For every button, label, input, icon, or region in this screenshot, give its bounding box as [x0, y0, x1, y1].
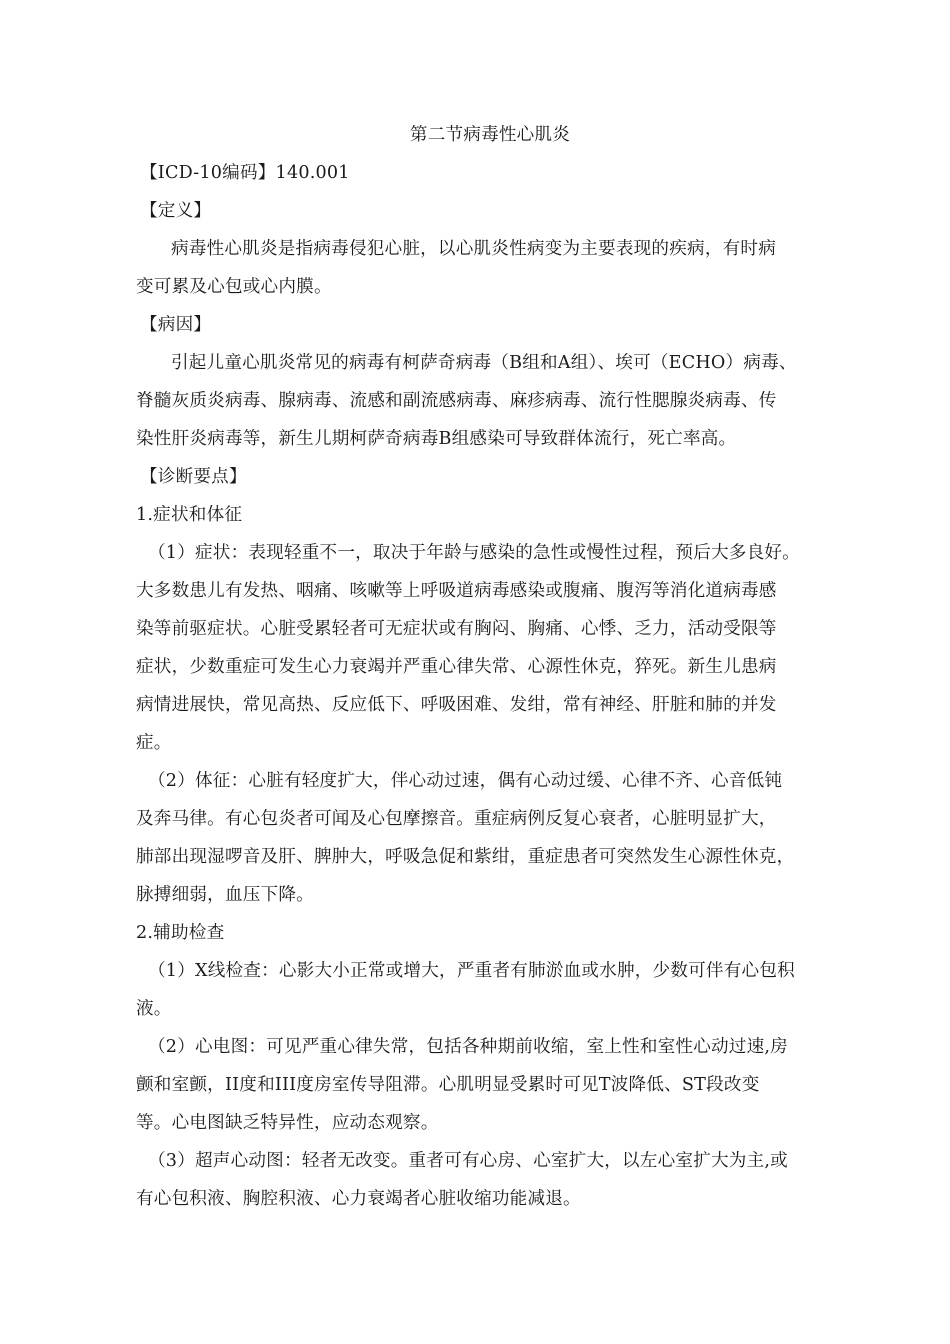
ecg-line: 等。心电图缺乏特异性，应动态观察。 [136, 1113, 439, 1133]
signs-line: （2）体征：心脏有轻度扩大，伴心动过速，偶有心动过缓、心律不齐、心音低钝 [148, 771, 783, 791]
symptoms-line: 染等前驱症状。心脏受累轻者可无症状或有胸闷、胸痛、心悸、乏力，活动受限等 [136, 619, 777, 639]
section-heading-symptoms-signs: 1.症状和体征 [136, 505, 243, 525]
etiology-line: 脊髓灰质炎病毒、腺病毒、流感和副流感病毒、麻疹病毒、流行性腮腺炎病毒、传 [136, 391, 777, 411]
definition-line: 病毒性心肌炎是指病毒侵犯心脏，以心肌炎性病变为主要表现的疾病，有时病 [171, 239, 776, 259]
ecg-line: （2）心电图：可见严重心律失常，包括各种期前收缩，室上性和室性心动过速,房 [148, 1037, 788, 1057]
document-content [136, 116, 836, 1218]
symptoms-line: 病情进展快，常见高热、反应低下、呼吸困难、发绀，常有神经、肝脏和肺的并发 [136, 695, 777, 715]
signs-line: 肺部出现湿啰音及肝、脾肿大，呼吸急促和紫绀，重症患者可突然发生心源性休克， [136, 847, 795, 867]
symptoms-line: （1）症状：表现轻重不一，取决于年龄与感染的急性或慢性过程，预后大多良好。 [148, 543, 800, 563]
definition-line: 变可累及心包或心内膜。 [136, 277, 332, 297]
xray-line: （1）X线检查：心影大小正常或增大，严重者有肺淤血或水肿，少数可伴有心包积 [148, 961, 795, 981]
symptoms-line: 症状，少数重症可发生心力衰竭并严重心律失常、心源性休克，猝死。新生儿患病 [136, 657, 777, 677]
diagnosis-heading: 【诊断要点】 [140, 467, 247, 487]
page-title: 第二节病毒性心肌炎 [409, 125, 571, 145]
xray-line: 液。 [136, 999, 172, 1019]
etiology-heading: 【病因】 [140, 315, 212, 335]
symptoms-line: 大多数患儿有发热、咽痛、咳嗽等上呼吸道病毒感染或腹痛、腹泻等消化道病毒感 [136, 581, 777, 601]
symptoms-line: 症。 [136, 733, 172, 753]
echo-line: 有心包积液、胸腔积液、心力衰竭者心脏收缩功能减退。 [136, 1189, 581, 1209]
etiology-line: 引起儿童心肌炎常见的病毒有柯萨奇病毒（B组和A组）、埃可（ECHO）病毒、 [171, 353, 797, 373]
ecg-line: 颤和室颤，II度和III度房室传导阻滞。心肌明显受累时可见T波降低、ST段改变 [136, 1075, 760, 1095]
definition-heading: 【定义】 [140, 201, 212, 221]
signs-line: 脉搏细弱，血压下降。 [136, 885, 314, 905]
etiology-line: 染性肝炎病毒等，新生儿期柯萨奇病毒B组感染可导致群体流行，死亡率高。 [136, 429, 737, 449]
echo-line: （3）超声心动图：轻者无改变。重者可有心房、心室扩大，以左心室扩大为主,或 [148, 1151, 788, 1171]
icd-code-line: 【ICD-10编码】140.001 [140, 163, 350, 183]
section-heading-auxiliary-exam: 2.辅助检查 [136, 923, 225, 943]
signs-line: 及奔马律。有心包炎者可闻及心包摩擦音。重症病例反复心衰者，心脏明显扩大， [136, 809, 777, 829]
